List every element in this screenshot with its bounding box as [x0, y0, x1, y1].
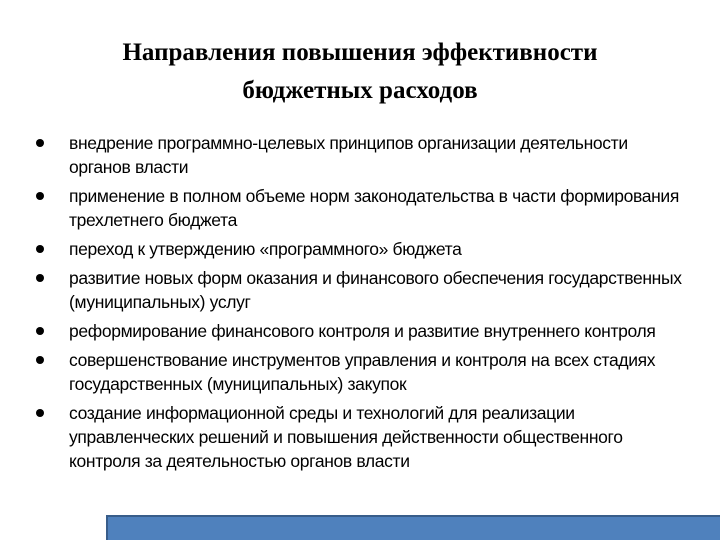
- bullet-dot-icon: [36, 356, 44, 364]
- bullet-text: создание информационной среды и технологий для реализации управленческих решений и повышения действенности общественного контроля за деятельностью органов власти: [69, 403, 623, 471]
- bullet-dot-icon: [36, 192, 44, 200]
- slide-title: [40, 34, 680, 110]
- slide-title-line-2: бюджетных расходов: [242, 77, 478, 104]
- bullet-text: внедрение программно-целевых принципов организации деятельности органов власти: [69, 133, 628, 177]
- bullet-item: [36, 348, 686, 396]
- bullet-text: применение в полном объеме норм законодательства в части формирования трехлетнего бюджета: [69, 186, 679, 230]
- bullet-dot-icon: [36, 409, 44, 417]
- bullet-list: [36, 131, 686, 478]
- bullet-item: [36, 266, 686, 314]
- bullet-item: [36, 237, 686, 261]
- bullet-text: переход к утверждению «программного» бюджета: [69, 239, 462, 259]
- bullet-item: [36, 184, 686, 232]
- bullet-dot-icon: [36, 139, 44, 147]
- slide-title-line-1: Направления повышения эффективности: [122, 39, 598, 66]
- bullet-dot-icon: [36, 327, 44, 335]
- bullet-dot-icon: [36, 274, 44, 282]
- bullet-item: [36, 131, 686, 179]
- bullet-item: [36, 319, 686, 343]
- bullet-text: реформирование финансового контроля и развитие внутреннего контроля: [69, 321, 656, 341]
- bullet-text: совершенствование инструментов управления и контроля на всех стадиях государственных (муниципальных) закупок: [69, 350, 656, 394]
- bullet-item: [36, 401, 686, 473]
- bullet-text: развитие новых форм оказания и финансового обеспечения государственных (муниципальных) услуг: [69, 268, 682, 312]
- footer-bar: [106, 515, 720, 540]
- bullet-dot-icon: [36, 245, 44, 253]
